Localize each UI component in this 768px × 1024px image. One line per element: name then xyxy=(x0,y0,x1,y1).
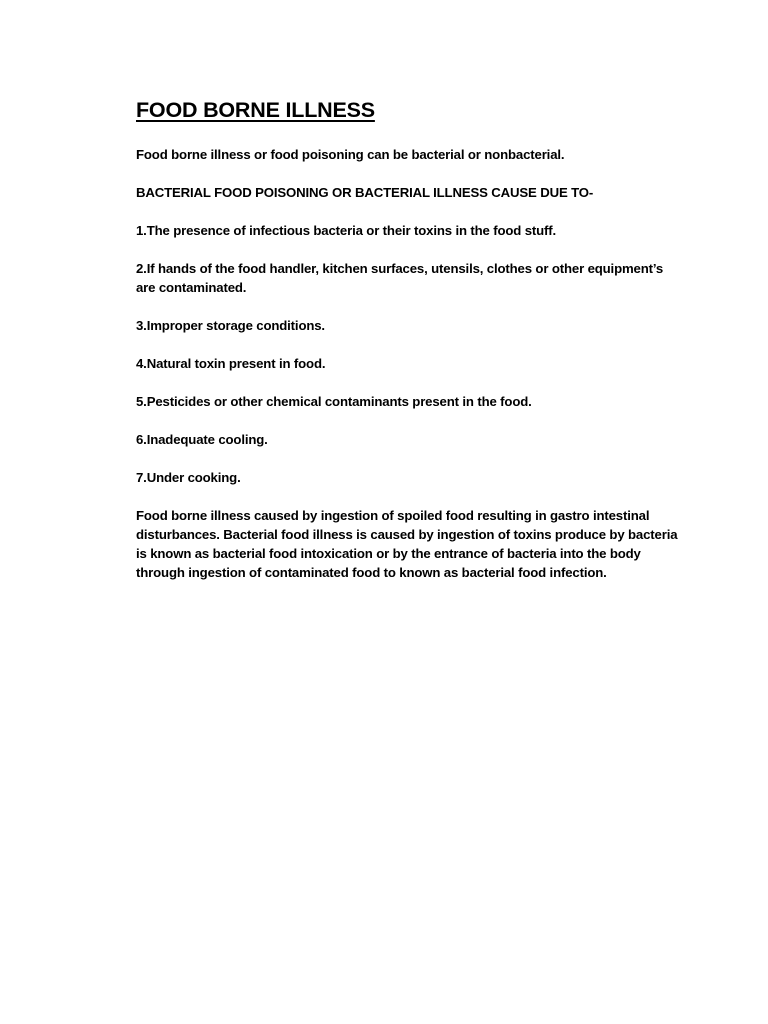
cause-item-3: 3.Improper storage conditions. xyxy=(136,318,325,333)
summary-paragraph: Food borne illness caused by ingestion of spoiled food resulting in gastro intestinal disturbances. Bacterial food illness is caused by ingestion of toxins produce by bacteria is known as bacterial food intoxication or by the entrance of bacteria into the body through ingestion of contaminated food to known as bacterial food infection. xyxy=(136,508,678,580)
cause-item-5: 5.Pesticides or other chemical contaminants present in the food. xyxy=(136,394,532,409)
cause-item-4: 4.Natural toxin present in food. xyxy=(136,356,326,371)
cause-heading: BACTERIAL FOOD POISONING OR BACTERIAL ILLNESS CAUSE DUE TO- xyxy=(136,185,594,200)
document-page xyxy=(136,96,681,601)
cause-item-7: 7.Under cooking. xyxy=(136,470,241,485)
document-title: FOOD BORNE ILLNESS xyxy=(136,98,375,122)
cause-item-2: 2.If hands of the food handler, kitchen surfaces, utensils, clothes or other equipment’s are contaminated. xyxy=(136,261,664,295)
intro-paragraph: Food borne illness or food poisoning can be bacterial or nonbacterial. xyxy=(136,147,565,162)
cause-item-6: 6.Inadequate cooling. xyxy=(136,432,268,447)
cause-item-1: 1.The presence of infectious bacteria or their toxins in the food stuff. xyxy=(136,223,557,238)
